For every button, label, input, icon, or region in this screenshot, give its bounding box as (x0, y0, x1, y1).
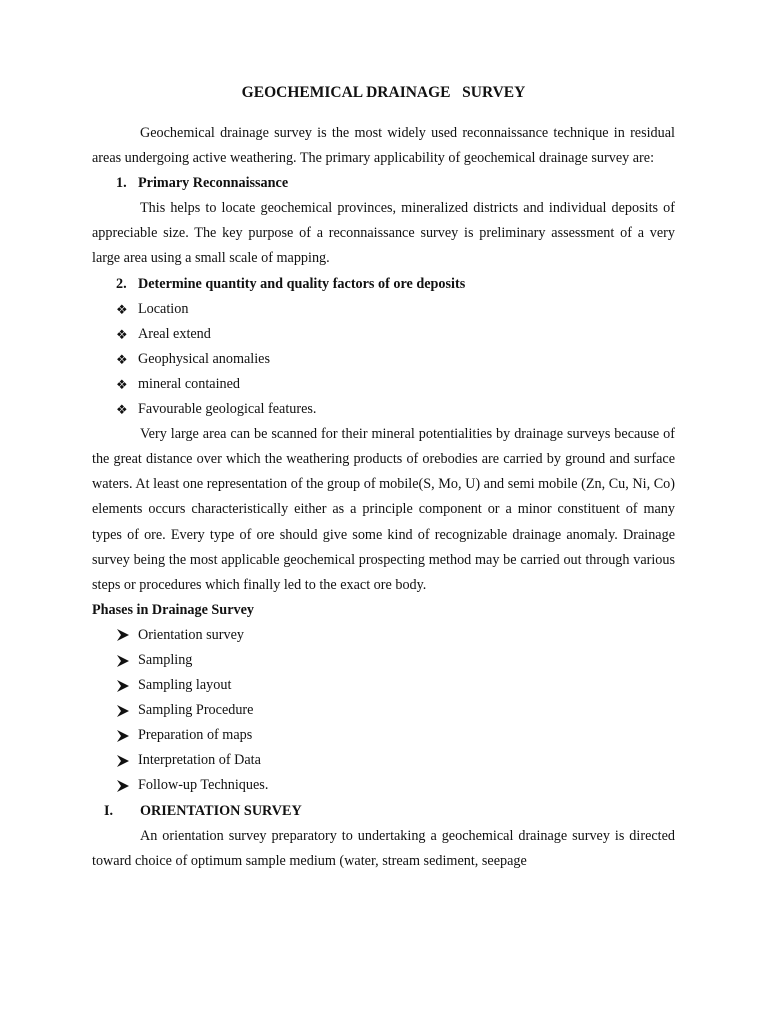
orientation-heading (92, 799, 675, 824)
factors-list (92, 297, 675, 422)
arrowhead-bullet-icon (116, 755, 138, 767)
diamond-bullet-icon: ❖ (116, 402, 128, 418)
list-item (92, 698, 675, 723)
list-item-text: Geophysical anomalies (138, 350, 270, 367)
arrowhead-bullet-icon (116, 730, 138, 742)
list-item (92, 673, 675, 698)
section-1-title: Primary Reconnaissance (138, 175, 289, 192)
orientation-title: ORIENTATION SURVEY (140, 802, 302, 819)
arrowhead-bullet-icon (116, 655, 138, 667)
list-item-text: Favourable geological features. (138, 401, 317, 418)
arrowhead-bullet-icon (116, 705, 138, 717)
diamond-bullet-icon: ❖ (116, 376, 128, 392)
section-2-number: 2. (116, 275, 127, 292)
section-1-heading (92, 171, 675, 196)
section-2-paragraph: Very large area can be scanned for their mineral potentialities by drainage surveys because of the great distance over which the weathering products of orebodies are carried by ground and surface waters. At least one representation of the group of mobile(S, Mo, U) and semi mobile (Zn, Cu, Ni, Co) elements occurs characteristically either as a principle component or a minor constituent of many types of ore. Every type of ore should give some kind of recognizable drainage anomaly. Drainage survey being the most applicable geochemical prospecting method may be carried out through various steps or procedures which finally led to the exact ore body. (92, 426, 675, 593)
list-item-text: Orientation survey (138, 626, 244, 643)
list-item (92, 322, 675, 347)
list-item (92, 297, 675, 322)
list-item-text: Location (138, 300, 189, 317)
list-item (92, 748, 675, 773)
list-item-text: Preparation of maps (138, 727, 253, 744)
list-item-text: Sampling Procedure (138, 702, 254, 719)
list-item (92, 372, 675, 397)
section-1-paragraph: This helps to locate geochemical provinces, mineralized districts and individual deposits of appreciable size. The key purpose of a reconnaissance survey is preliminary assessment of a very large area using a small scale of mapping. (92, 200, 675, 267)
document-title: GEOCHEMICAL DRAINAGE SURVEY (241, 84, 526, 101)
phases-heading: Phases in Drainage Survey (92, 601, 254, 618)
section-2-heading (92, 272, 675, 297)
list-item (92, 773, 675, 798)
list-item (92, 347, 675, 372)
list-item (92, 648, 675, 673)
list-item-text: Interpretation of Data (138, 752, 261, 769)
arrowhead-bullet-icon (116, 780, 138, 792)
orientation-paragraph: An orientation survey preparatory to undertaking a geochemical drainage survey is directed toward choice of optimum sample medium (water, stream sediment, seepage (92, 827, 675, 869)
list-item-text: Sampling (138, 651, 193, 668)
section-2-title: Determine quantity and quality factors of ore deposits (138, 275, 466, 292)
arrowhead-bullet-icon (116, 680, 138, 692)
list-item (92, 623, 675, 648)
list-item (92, 723, 675, 748)
diamond-bullet-icon: ❖ (116, 351, 128, 367)
phases-list (92, 623, 675, 799)
list-item-text: mineral contained (138, 375, 241, 392)
document-page (92, 84, 675, 874)
orientation-number: I. (104, 802, 114, 819)
list-item-text: Sampling layout (138, 677, 232, 694)
list-item-text: Areal extend (138, 325, 211, 342)
list-item-text: Follow-up Techniques. (138, 777, 269, 794)
intro-paragraph: Geochemical drainage survey is the most widely used reconnaissance technique in residual areas undergoing active weathering. The primary applicability of geochemical drainage survey are: (92, 125, 675, 167)
section-1-number: 1. (116, 175, 127, 192)
diamond-bullet-icon: ❖ (116, 326, 128, 342)
list-item (92, 397, 675, 422)
diamond-bullet-icon: ❖ (116, 301, 128, 317)
arrowhead-bullet-icon (116, 629, 138, 641)
